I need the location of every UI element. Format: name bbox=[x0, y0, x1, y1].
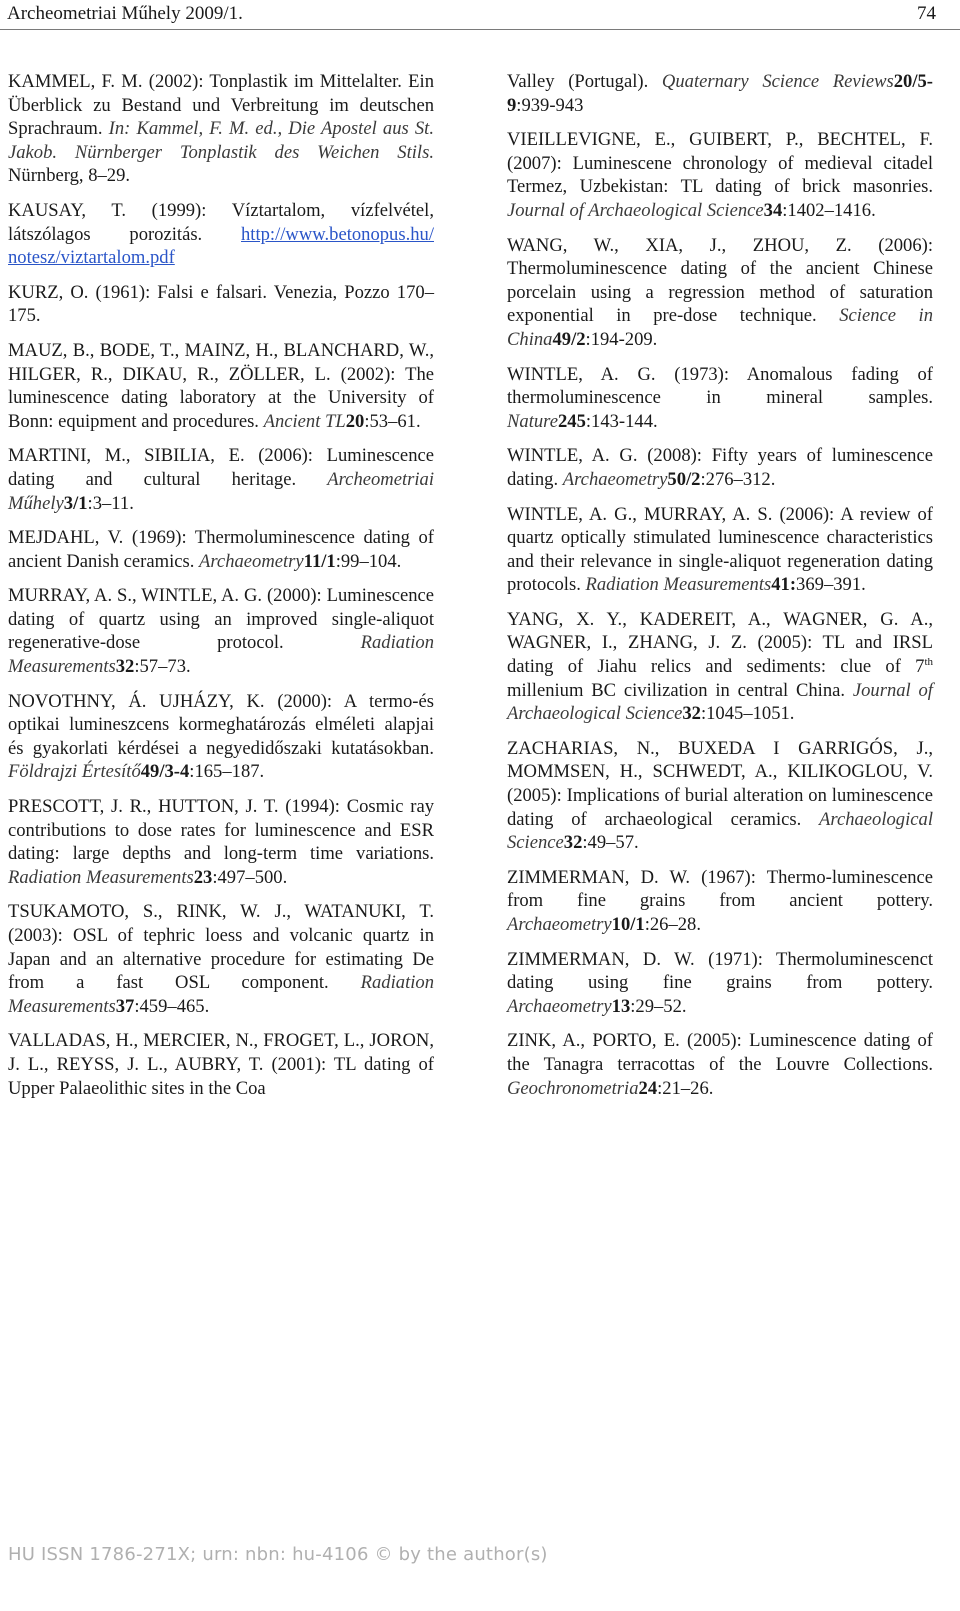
reference-entry bbox=[8, 339, 434, 433]
reference-text: TSUKAMOTO, S., RINK, W. J., WATANUKI, T. (2003): OSL of tephric loess and volcanic quartz in Japan and an alternative procedure for estimating De from a fast OSL component. bbox=[8, 901, 434, 994]
page-number: 74 bbox=[917, 3, 936, 24]
journal-name: Archeometriai Műhely bbox=[8, 468, 434, 514]
page-range: 369–391. bbox=[796, 574, 866, 596]
journal-volume: 24 bbox=[638, 1077, 658, 1099]
reference-entry bbox=[8, 281, 434, 328]
reference-text: MAUZ, B., BODE, T., MAINZ, H., BLANCHARD, W., HILGER, R., DIKAU, R., ZÖLLER, L. (2002): The luminescence dating laboratory at the University of Bonn: equipment and procedures. bbox=[8, 339, 434, 432]
reference-entry bbox=[507, 363, 933, 434]
reference-text: millenium BC civilization in central China. bbox=[507, 679, 853, 701]
reference-entry bbox=[507, 608, 933, 726]
page-range: :29–52. bbox=[630, 995, 687, 1017]
journal-volume: 34 bbox=[763, 199, 783, 221]
reference-entry bbox=[507, 948, 933, 1019]
page-range: :165–187. bbox=[189, 761, 265, 783]
reference-text: YANG, X. Y., KADEREIT, A., WAGNER, G. A., WAGNER, I., ZHANG, J. Z. (2005): TL and IRSL dating of Jiahu relics and sediments: clue of 7 bbox=[507, 608, 933, 678]
reference-text: KAUSAY, T. (1999): Víztartalom, vízfelvétel, látszólagos porozitás. bbox=[8, 199, 434, 245]
page-range: :26–28. bbox=[644, 914, 702, 935]
journal-volume: 50/2 bbox=[667, 468, 701, 490]
reference-text: ZIMMERMAN, D. W. (1967): Thermo-luminescence from fine grains from ancient pottery. bbox=[507, 866, 933, 912]
reference-text: NOVOTHNY, Á. UJHÁZY, K. (2000): A termo-és optikai lumineszcens kormeghatározás elméleti alapjai és gyakorlati kérdései a negyedidőszaki kutatásokban. bbox=[8, 690, 434, 759]
journal-volume: 10/1 bbox=[611, 914, 645, 935]
reference-text: KURZ, O. (1961): Falsi e falsari. Venezia, Pozzo 170–175. bbox=[8, 281, 434, 327]
journal-volume: 13 bbox=[611, 995, 631, 1017]
journal-volume: 32 bbox=[682, 703, 701, 725]
page-range: :3–11. bbox=[87, 492, 134, 514]
journal-name: Quaternary Science Reviews bbox=[661, 71, 894, 92]
journal-volume: 32 bbox=[563, 832, 583, 854]
page-range: :459–465. bbox=[134, 995, 210, 1017]
journal-name: Radiation Measurements bbox=[585, 574, 772, 596]
reference-text: VIEILLEVIGNE, E., GUIBERT, P., BECHTEL, F. (2007): Luminescene chronology of medieval citadel Termez, Uzbekistan: TL dating of brick masonries. bbox=[507, 129, 933, 198]
reference-column-right bbox=[507, 70, 933, 1111]
reference-link[interactable]: http://www.betonopus.hu/ notesz/viztartalom.pdf bbox=[8, 223, 434, 269]
reference-text: ZINK, A., PORTO, E. (2005): Luminescence dating of the Tanagra terracottas of the Louvre Collections. bbox=[507, 1030, 933, 1075]
journal-volume: 20 bbox=[345, 410, 365, 432]
reference-entry bbox=[8, 70, 434, 188]
journal-name: Nature bbox=[507, 410, 558, 432]
journal-title: Archeometriai Műhely 2009/1. bbox=[7, 3, 243, 24]
reference-entry bbox=[507, 128, 933, 222]
page-range: :497–500. bbox=[212, 866, 288, 888]
reference-entry bbox=[507, 737, 933, 855]
reference-entry bbox=[8, 795, 434, 889]
page-range: :99–104. bbox=[335, 550, 402, 572]
reference-text: PRESCOTT, J. R., HUTTON, J. T. (1994): Cosmic ray contributions to dose rates for luminescence and ESR dating: large depths and long-term time variations. bbox=[8, 796, 434, 865]
reference-text: Nürnberg, 8–29. bbox=[8, 165, 131, 187]
reference-text: WANG, W., XIA, J., ZHOU, Z. (2006): Thermoluminescence dating of the ancient Chinese porcelain using a regression method of saturation exponential in pre-dose technique. bbox=[507, 234, 933, 327]
reference-entry bbox=[507, 503, 933, 597]
reference-text: WINTLE, A. G. (2008): Fifty years of luminescence dating. bbox=[507, 445, 933, 490]
reference-entry bbox=[507, 234, 933, 352]
page-range: :276–312. bbox=[700, 468, 776, 490]
reference-text: ZIMMERMAN, D. W. (1971): Thermoluminescenct dating using fine grains from pottery. bbox=[507, 948, 933, 994]
journal-volume: 20/5-9 bbox=[507, 71, 933, 116]
reference-text: VALLADAS, H., MERCIER, N., FROGET, L., JORON, J. L., REYSS, J. L., AUBRY, T. (2001): TL dating of Upper Palaeolithic sites in the Coa bbox=[8, 1030, 434, 1099]
journal-name: Radiation Measurements bbox=[8, 972, 434, 1017]
journal-name: Journal of Archaeological Science bbox=[507, 199, 764, 221]
page-range: :143-144. bbox=[585, 410, 658, 432]
reference-entry bbox=[8, 900, 434, 1018]
reference-entry bbox=[8, 199, 434, 270]
reference-entry bbox=[8, 444, 434, 515]
page-range: :194-209. bbox=[585, 328, 658, 350]
journal-name: Archaeometry bbox=[562, 468, 668, 490]
journal-volume: 49/2 bbox=[552, 328, 586, 350]
running-header bbox=[0, 2, 960, 30]
superscript: th bbox=[924, 655, 933, 668]
reference-entry bbox=[8, 1029, 434, 1100]
reference-text: MARTINI, M., SIBILIA, E. (2006): Luminescence dating and cultural heritage. bbox=[8, 445, 434, 490]
page-range: :21–26. bbox=[657, 1077, 714, 1099]
reference-text: Valley (Portugal). bbox=[507, 71, 662, 92]
journal-name: In: Kammel, F. M. ed., Die Apostel aus St. Jakob. Nürnberger Tonplastik des Weichen Stils. bbox=[8, 118, 434, 163]
reference-entry bbox=[507, 70, 933, 117]
journal-name: Archaeometry bbox=[199, 550, 304, 572]
journal-name: Archaeometry bbox=[507, 914, 612, 935]
page-range: :1402–1416. bbox=[782, 199, 876, 221]
reference-text: MURRAY, A. S., WINTLE, A. G. (2000): Luminescence dating of quartz using an improved single-aliquot regenerative-dose protocol. bbox=[8, 585, 434, 654]
page-range: :1045–1051. bbox=[700, 703, 795, 725]
journal-name: Ancient TL bbox=[263, 410, 346, 432]
reference-text: WINTLE, A. G., MURRAY, A. S. (2006): A review of quartz optically stimulated luminescence characteristics and their relevance in single-aliquot regeneration dating protocols. bbox=[507, 503, 933, 596]
reference-text: KAMMEL, F. M. (2002): Tonplastik im Mittelalter. Ein Überblick zu Bestand und Verbreitung im deutschen Sprachraum. bbox=[8, 71, 434, 140]
page-range: :57–73. bbox=[134, 656, 191, 678]
reference-entry bbox=[507, 866, 933, 937]
journal-name: Radiation Measurements bbox=[8, 866, 194, 888]
issn-footer: HU ISSN 1786-271X; urn: nbn: hu-4106 © by the author(s) bbox=[8, 1544, 548, 1565]
journal-volume: 23 bbox=[193, 866, 213, 888]
reference-text: MEJDAHL, V. (1969): Thermoluminescence dating of ancient Danish ceramics. bbox=[8, 527, 434, 572]
reference-text: ZACHARIAS, N., BUXEDA I GARRIGÓS, J., MOMMSEN, H., SCHWEDT, A., KILIKOGLOU, V. (2005): Implications of burial alteration on luminescence dating of archaeological ceramics. bbox=[507, 737, 933, 830]
journal-volume: 32 bbox=[115, 656, 135, 678]
journal-volume: 37 bbox=[115, 995, 135, 1017]
journal-volume: 245 bbox=[557, 410, 586, 432]
reference-entry bbox=[8, 526, 434, 573]
page-range: :53–61. bbox=[364, 410, 421, 432]
journal-name: Archaeological Science bbox=[507, 808, 933, 854]
reference-text: WINTLE, A. G. (1973): Anomalous fading of thermoluminescence in mineral samples. bbox=[507, 363, 933, 409]
page-range: :49–57. bbox=[582, 832, 639, 854]
journal-name: Archaeometry bbox=[507, 995, 612, 1017]
journal-volume: 49/3-4 bbox=[140, 761, 190, 783]
reference-entry bbox=[8, 584, 434, 678]
reference-entry bbox=[507, 444, 933, 491]
reference-entry bbox=[507, 1029, 933, 1100]
page-range: :939-943 bbox=[516, 94, 584, 116]
journal-volume: 3/1 bbox=[63, 492, 88, 514]
reference-column-left bbox=[8, 70, 434, 1111]
journal-name: Földrajzi Értesítő bbox=[8, 761, 141, 783]
reference-entry bbox=[8, 690, 434, 784]
journal-volume: 41: bbox=[771, 574, 797, 596]
journal-name: Geochronometria bbox=[507, 1077, 639, 1099]
journal-volume: 11/1 bbox=[303, 550, 336, 572]
journal-name: Journal of Archaeological Science bbox=[507, 679, 933, 725]
journal-name: Radiation Measurements bbox=[8, 632, 434, 678]
journal-name: Science in China bbox=[507, 305, 933, 350]
